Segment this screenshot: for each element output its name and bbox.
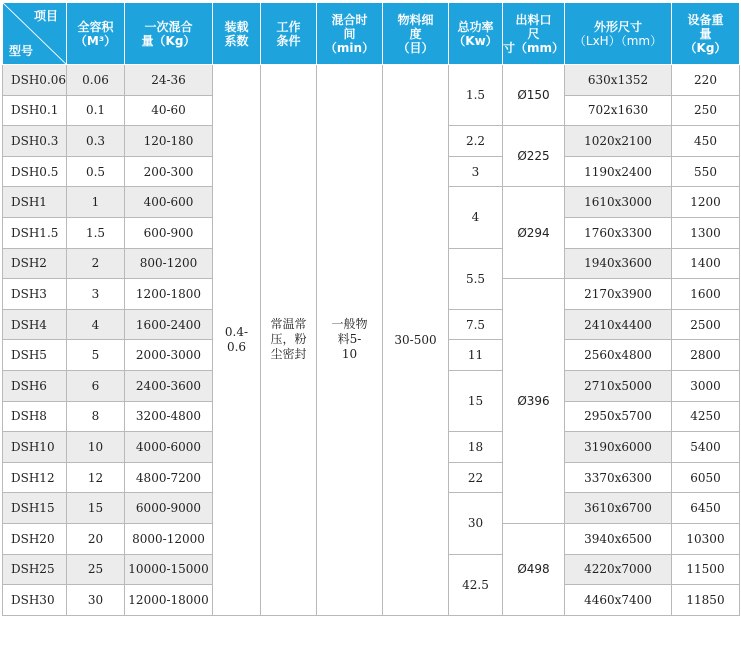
model-cell: DSH0.1	[3, 95, 67, 126]
model-cell: DSH6	[3, 370, 67, 401]
outlet-cell: Ø396	[503, 279, 565, 524]
weight-cell: 10300	[672, 523, 740, 554]
volume-cell: 0.06	[67, 65, 125, 96]
weight-cell: 550	[672, 156, 740, 187]
volume-cell: 8	[67, 401, 125, 432]
batch-cell: 400-600	[125, 187, 213, 218]
header-row	[3, 3, 740, 65]
batch-cell: 4800-7200	[125, 462, 213, 493]
weight-cell: 5400	[672, 432, 740, 463]
model-cell: DSH1.5	[3, 217, 67, 248]
dimensions-cell: 1610x3000	[565, 187, 672, 218]
dimensions-cell: 1020x2100	[565, 126, 672, 157]
outlet-cell: Ø498	[503, 523, 565, 615]
weight-cell: 4250	[672, 401, 740, 432]
volume-cell: 4	[67, 309, 125, 340]
model-cell: DSH0.3	[3, 126, 67, 157]
weight-cell: 220	[672, 65, 740, 96]
batch-cell: 24-36	[125, 65, 213, 96]
power-cell: 30	[449, 493, 503, 554]
header-weight: 设备重 量 （Kg）	[672, 3, 740, 65]
weight-cell: 3000	[672, 370, 740, 401]
power-cell: 11	[449, 340, 503, 371]
model-cell: DSH15	[3, 493, 67, 524]
header-item-label: 项目	[33, 9, 58, 23]
weight-cell: 450	[672, 126, 740, 157]
batch-cell: 200-300	[125, 156, 213, 187]
weight-cell: 250	[672, 95, 740, 126]
dimensions-cell: 4460x7400	[565, 585, 672, 616]
volume-cell: 1	[67, 187, 125, 218]
batch-cell: 3200-4800	[125, 401, 213, 432]
weight-cell: 11500	[672, 554, 740, 585]
dimensions-cell: 2410x4400	[565, 309, 672, 340]
model-cell: DSH0.06	[3, 65, 67, 96]
volume-cell: 2	[67, 248, 125, 279]
outlet-cell: Ø150	[503, 65, 565, 126]
volume-cell: 30	[67, 585, 125, 616]
dimensions-cell: 2170x3900	[565, 279, 672, 310]
dimensions-cell: 1760x3300	[565, 217, 672, 248]
model-cell: DSH30	[3, 585, 67, 616]
volume-cell: 3	[67, 279, 125, 310]
dimensions-cell: 702x1630	[565, 95, 672, 126]
volume-cell: 20	[67, 523, 125, 554]
volume-cell: 5	[67, 340, 125, 371]
outlet-cell: Ø225	[503, 126, 565, 187]
power-cell: 5.5	[449, 248, 503, 309]
model-cell: DSH12	[3, 462, 67, 493]
batch-cell: 12000-18000	[125, 585, 213, 616]
volume-cell: 6	[67, 370, 125, 401]
power-cell: 15	[449, 370, 503, 431]
volume-cell: 12	[67, 462, 125, 493]
mix-time-cell: 一般物料5-10	[317, 65, 383, 616]
batch-cell: 600-900	[125, 217, 213, 248]
header-power: 总功率 （Kw）	[449, 3, 503, 65]
weight-cell: 1300	[672, 217, 740, 248]
dimensions-cell: 2710x5000	[565, 370, 672, 401]
power-cell: 22	[449, 462, 503, 493]
weight-cell: 11850	[672, 585, 740, 616]
batch-cell: 800-1200	[125, 248, 213, 279]
dimensions-cell: 2950x5700	[565, 401, 672, 432]
model-cell: DSH4	[3, 309, 67, 340]
header-load-factor: 装载 系数	[213, 3, 261, 65]
batch-cell: 1600-2400	[125, 309, 213, 340]
power-cell: 1.5	[449, 65, 503, 126]
work-condition-cell: 常温常压，粉尘密封	[261, 65, 317, 616]
header-dimensions: 外形尺寸 （LxH）（mm）	[565, 3, 672, 65]
power-cell: 3	[449, 156, 503, 187]
model-cell: DSH8	[3, 401, 67, 432]
weight-cell: 1200	[672, 187, 740, 218]
volume-cell: 25	[67, 554, 125, 585]
weight-cell: 1600	[672, 279, 740, 310]
volume-cell: 0.1	[67, 95, 125, 126]
volume-cell: 0.3	[67, 126, 125, 157]
power-cell: 42.5	[449, 554, 503, 615]
outlet-cell: Ø294	[503, 187, 565, 279]
batch-cell: 120-180	[125, 126, 213, 157]
batch-cell: 6000-9000	[125, 493, 213, 524]
header-work-condition: 工作 条件	[261, 3, 317, 65]
header-model-item	[3, 3, 67, 65]
batch-cell: 10000-15000	[125, 554, 213, 585]
dimensions-cell: 1940x3600	[565, 248, 672, 279]
dimensions-cell: 3190x6000	[565, 432, 672, 463]
weight-cell: 1400	[672, 248, 740, 279]
model-cell: DSH5	[3, 340, 67, 371]
weight-cell: 2800	[672, 340, 740, 371]
power-cell: 4	[449, 187, 503, 248]
batch-cell: 2000-3000	[125, 340, 213, 371]
model-cell: DSH25	[3, 554, 67, 585]
batch-cell: 4000-6000	[125, 432, 213, 463]
model-cell: DSH3	[3, 279, 67, 310]
batch-cell: 40-60	[125, 95, 213, 126]
header-fineness: 物料细 度 （目）	[383, 3, 449, 65]
header-model-label: 型号	[9, 44, 34, 58]
batch-cell: 1200-1800	[125, 279, 213, 310]
weight-cell: 6450	[672, 493, 740, 524]
model-cell: DSH0.5	[3, 156, 67, 187]
batch-cell: 2400-3600	[125, 370, 213, 401]
dimensions-cell: 4220x7000	[565, 554, 672, 585]
volume-cell: 15	[67, 493, 125, 524]
header-batch: 一次混合 量（Kg）	[125, 3, 213, 65]
model-cell: DSH20	[3, 523, 67, 554]
power-cell: 2.2	[449, 126, 503, 157]
power-cell: 7.5	[449, 309, 503, 340]
header-volume: 全容积 （M³）	[67, 3, 125, 65]
model-cell: DSH2	[3, 248, 67, 279]
spec-table	[2, 2, 740, 616]
model-cell: DSH1	[3, 187, 67, 218]
power-cell: 18	[449, 432, 503, 463]
batch-cell: 8000-12000	[125, 523, 213, 554]
dimensions-cell: 3940x6500	[565, 523, 672, 554]
weight-cell: 6050	[672, 462, 740, 493]
model-cell: DSH10	[3, 432, 67, 463]
dimensions-cell: 1190x2400	[565, 156, 672, 187]
volume-cell: 1.5	[67, 217, 125, 248]
fineness-cell: 30-500	[383, 65, 449, 616]
header-mix-time: 混合时 间 （min）	[317, 3, 383, 65]
dimensions-cell: 3370x6300	[565, 462, 672, 493]
dimensions-cell: 3610x6700	[565, 493, 672, 524]
header-outlet-size: 出料口 尺 寸（mm）	[503, 3, 565, 65]
load-factor-cell: 0.4-0.6	[213, 65, 261, 616]
weight-cell: 2500	[672, 309, 740, 340]
dimensions-cell: 630x1352	[565, 65, 672, 96]
volume-cell: 10	[67, 432, 125, 463]
dimensions-cell: 2560x4800	[565, 340, 672, 371]
volume-cell: 0.5	[67, 156, 125, 187]
table-row	[3, 65, 740, 96]
